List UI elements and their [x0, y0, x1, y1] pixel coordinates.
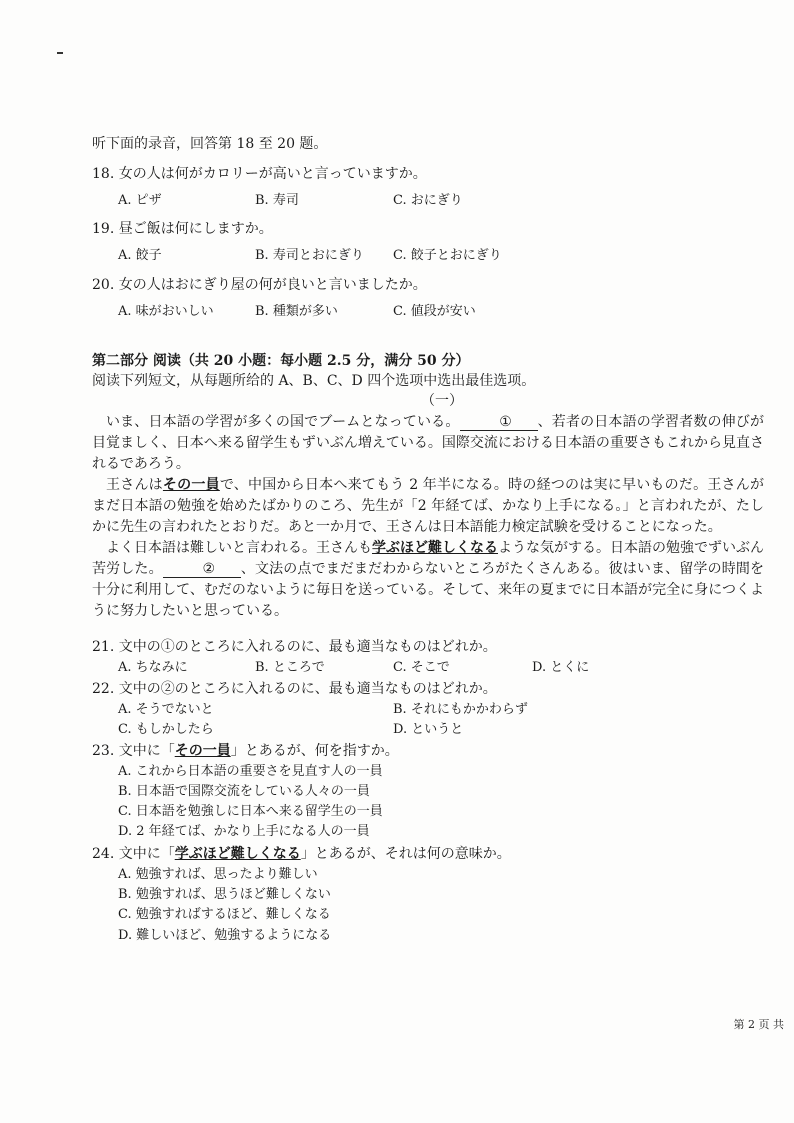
question-18-option-b: B. 寿司: [255, 193, 299, 208]
passage-paragraph-2: [92, 475, 764, 538]
passage-underline-manabu-hodo: 学ぶほど難しくなる: [372, 540, 498, 556]
question-23-option-b: B. 日本語で国際交流をしている人々の一員: [118, 784, 370, 799]
passage-paragraph-3: [92, 538, 764, 622]
question-21-stem: 21. 文中の①のところに入れるのに、最も適当なものはどれか。: [92, 639, 497, 655]
question-24-stem-b: 」とあるが、それは何の意味か。: [300, 846, 511, 862]
question-23-stem-a: 23. 文中に「: [92, 743, 175, 759]
question-21-option-d: D. とくに: [532, 660, 590, 675]
question-24-option-d: D. 難しいほど、勉強するようになる: [118, 928, 332, 943]
question-24-option-c: C. 勉強すればするほど、難しくなる: [118, 907, 331, 922]
question-22-option-c: C. もしかしたら: [118, 722, 214, 737]
question-21-option-a: A. ちなみに: [118, 660, 188, 675]
question-21-option-b: B. ところで: [255, 660, 325, 675]
question-24-option-a: A. 勉強すれば、思ったより難しい: [118, 867, 318, 882]
passage-p2-text-a: 王さんは: [106, 477, 163, 493]
question-24-underline: 学ぶほど難しくなる: [174, 846, 301, 862]
reading-instruction: 阅读下列短文，从每题所给的 A、B、C、D 四个选项中选出最佳选项。: [92, 373, 536, 389]
question-23-option-d: D. 2 年経てば、かなり上手になる人の一員: [118, 824, 370, 839]
passage-p1-text-b: 、若者の日本語の学習者数の伸びが目覚ましく、日本へ来る留学生もずいぶん増えている。国際交流における日本語の重要さもこれから見直されるであろう。: [92, 414, 764, 472]
question-23-stem: [92, 742, 399, 760]
question-23-option-a: A. これから日本語の重要さを見直す人の一員: [118, 764, 383, 779]
passage-number: （一）: [421, 393, 463, 409]
question-18-option-c: C. おにぎり: [393, 193, 463, 208]
question-20-stem: 20. 女の人はおにぎり屋の何が良いと言いましたか。: [92, 277, 427, 293]
page-footer: 第 2 页 共: [733, 1018, 784, 1031]
question-21-option-c: C. そこで: [393, 660, 450, 675]
question-19-option-a: A. 餃子: [118, 248, 162, 263]
passage-p1-text-a: いま、日本語の学習が多くの国でブームとなっている。: [106, 414, 460, 430]
question-22-stem: 22. 文中の②のところに入れるのに、最も適当なものはどれか。: [92, 681, 497, 697]
listening-instruction: 听下面的录音，回答第 18 至 20 题。: [92, 136, 328, 152]
question-23-option-c: C. 日本語を勉強しに日本へ来る留学生の一員: [118, 804, 383, 819]
question-19-stem: 19. 昼ご飯は何にしますか。: [92, 221, 273, 237]
question-19-option-c: C. 餃子とおにぎり: [393, 248, 502, 263]
question-20-option-b: B. 種類が多い: [255, 304, 338, 319]
question-24-option-b: B. 勉強すれば、思うほど難しくない: [118, 887, 331, 902]
question-18-option-a: A. ピザ: [118, 193, 162, 208]
question-23-underline: その一員: [174, 743, 231, 759]
question-20-option-a: A. 味がおいしい: [118, 304, 214, 319]
question-19-option-b: B. 寿司とおにぎり: [255, 248, 364, 263]
scan-mark: [57, 52, 63, 54]
question-22-option-b: B. それにもかかわらず: [393, 702, 528, 717]
reading-section-title: 第二部分 阅读（共 20 小题：每小题 2.5 分，满分 50 分）: [92, 353, 470, 369]
question-22-option-d: D. というと: [393, 722, 464, 737]
question-23-stem-b: 」とあるが、何を指すか。: [230, 743, 399, 759]
blank-2: ②: [163, 562, 241, 578]
blank-1: ①: [460, 415, 538, 431]
passage-p3-text-b: ような気がする。日本語の勉強でずいぶん苦労した。: [92, 540, 764, 577]
question-18-stem: 18. 女の人は何がカロリーが高いと言っていますか。: [92, 166, 427, 182]
passage-underline-sono-ichiin: その一員: [162, 477, 220, 493]
passage-p3-text-a: よく日本語は難しいと言われる。王さんも: [106, 540, 372, 556]
question-24-stem-a: 24. 文中に「: [92, 846, 175, 862]
question-24-stem: [92, 845, 511, 863]
passage-paragraph-1: [92, 412, 764, 475]
question-22-option-a: A. そうでないと: [118, 702, 214, 717]
passage-p3-text-c: 、文法の点でまだまだわからないところがたくさんある。彼はいま、留学の時間を十分に利用して、むだのないように毎日を送っている。そして、来年の夏までに日本語が完全に身につくように努力したいと思っている。: [92, 561, 765, 619]
question-20-option-c: C. 値段が安い: [393, 304, 476, 319]
passage-p2-text-b: で、中国から日本へ来てもう 2 年半になる。時の経つのは実に早いものだ。王さんがまだ日本語の勉強を始めたばかりのころ、先生が「2 年経てば、かなり上手になる。」と言われたが、たしかに先生の言われたとおりだ。あと一か月で、王さんは日本語能力検定試験を受けることになった。: [92, 477, 765, 535]
